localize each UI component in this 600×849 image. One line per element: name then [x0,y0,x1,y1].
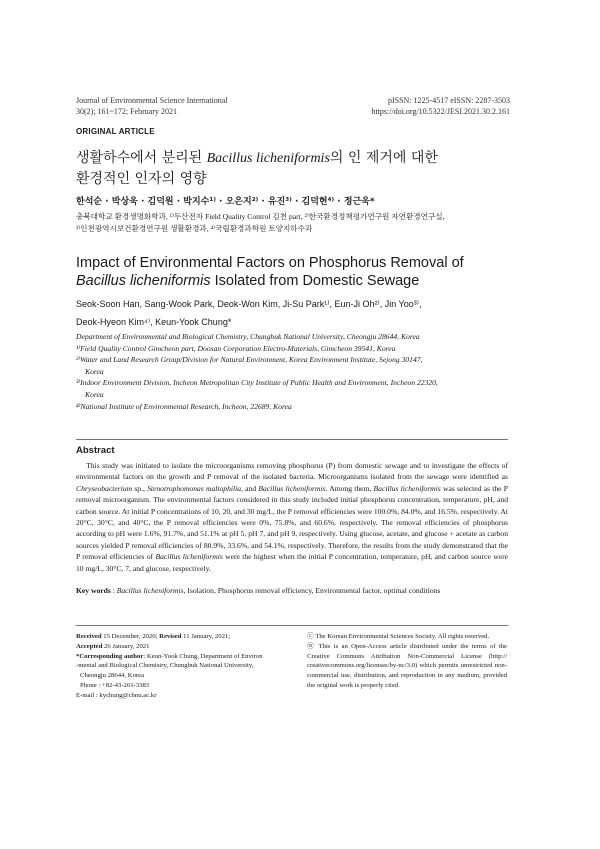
affiliation: Department of Environmental and Biological Chemistry, Chungbuk National University, Cheongju 28644, Korea [76,332,420,341]
corresponding-author-label: *Corresponding author [76,652,144,660]
english-authors-line: Deok-Hyeon Kim⁴⁾, Keun-Yook Chung* [76,317,232,327]
korean-affiliations [76,211,526,235]
license-notice: ㉧ This is an Open-Access article distributed under the terms of the Creative Commons Attribution Non-Commercial License (http:// creativecommons.org/licenses/by-nc/3.0) which permits unrestricted non-commercial use, distribution, and reproduction in any medium, provided the original work is properly cited. [307,642,507,689]
journal-name: Journal of Environmental Science International [76,96,228,105]
english-title-species: Bacillus licheniformis [76,273,211,289]
english-authors [76,295,526,331]
korean-affiliation-line: 충북대학교 환경생명화학과, ¹⁾두산전자 Field Quality Control 김천 part, ²⁾한국환경정책평가연구원 자연환경연구실, [76,212,445,221]
footer-rule [76,625,508,626]
korean-title-pre: 생활하수에서 분리된 [76,150,207,166]
korean-affiliation-line: ³⁾인천광역시보건환경연구원 생활환경과, ⁴⁾국립환경과학원 토양지하수과 [76,224,313,233]
abstract-top-rule [76,439,508,440]
affiliation: ⁴⁾National Institute of Environmental Research, Incheon, 22689, Korea [76,401,292,411]
issn-header [371,95,510,117]
affiliation-continuation: Korea [85,389,104,399]
english-authors-line: Seok-Soon Han, Sang-Wook Park, Deok-Won Kim, Ji-Su Park¹⁾, Eun-Ji Oh²⁾, Jin Yoo³⁾, [76,299,422,309]
korean-title-post: 의 인 제거에 대한 [329,150,438,166]
english-affiliations [76,331,526,412]
affiliation: ¹⁾Field Quality Control Gimcheon part, Doosan Corporation Electro-Materials, Gimcheon 39541, Korea [76,343,396,353]
english-title [76,254,526,290]
doi-link[interactable]: https://doi.org/10.5322/JESI.2021.30.2.161 [371,107,510,116]
affiliation: ²⁾Water and Land Research Group/Division for Natural Environment, Korea Environment Institute, Sejong 30147, [76,355,423,365]
email-link[interactable]: E-mail : kychung@cbnu.ac.kr [76,691,157,699]
keywords-label: Key words [76,586,111,595]
affiliation-continuation: Korea [85,366,104,376]
copyright-notice: ⓒ The Korean Environmental Sciences Society. All rights reserved. [307,633,490,640]
korean-title-line2: 환경적인 인자의 영향 [76,171,207,187]
journal-header [76,95,228,117]
abstract-body: This study was initiated to isolate the microorganisms removing phosphorus (P) from domestic sewage and to investigate the effects of environmental factors on the growth and P removal of the isolated bacteria. Microorganisms isolated from the sewage were identified as Chryseobacterium sp., Stenotrophomonas maltophilia, and Bacillus licheniformis. Among them, Bacillus licheniformis was selected as the P removal microorganism. The environmental factors considered in this study included initial phosphorus concentration, temperature, pH, and carbon source. At initial P concentrations of 10, 20, and 30 mg/L, the P removal efficiencies were 100.0%, 84.0%, and 16.5%, respectively. At 20°C, 30°C, and 40°C, the P removal efficiencies were 0%, 75.8%, and 60.6%, respectively. The removal efficiencies of phosphorus according to pH were 1.6%, 91.7%, and 51.1% at pH 5, pH 7, and pH 9, respectively. Using glucose, acetate, and glucose + acetate as carbon sources yielded P removal efficiencies of 80.9%, 33.6%, and 54.1%, respectively. Therefore, the results from the study demonstrated that the P removal efficiencies of Bacillus licheniformis were the highest when the initial P concentration, temperature, pH, and carbon source were 10 mg/L, 30°C, 7, and glucose, respectively. [76,461,509,573]
korean-title-species: Bacillus licheniformis [206,151,330,166]
korean-title [76,148,526,190]
article-type: ORIGINAL ARTICLE [76,127,155,136]
article-history: Received 15 December, 2020; Revised 11 January, 2021; Accepted 26 January, 2021 *Corresponding author: Keun-Yook Chung, Department of Environ -mental and Biological Chemistry, Chungbuk National University, Cheongju 28644, Korea Phone : +82-43-261-3383 E-mail : kychung@cbnu.ac.kr [76,632,286,701]
affiliation: ³⁾Indoor Environment Division, Incheon Metropolitan City Institute of Public Health and Environment, Incheon 22320, [76,378,438,388]
keywords: Key words : Bacillus licheniformis, Isolation, Phosphorus removal efficiency, Environmental factor, optimal conditions [76,586,441,595]
abstract-heading: Abstract [76,445,115,456]
korean-authors: 한석순 · 박상욱 · 김덕원 · 박지수¹⁾ · 오은지²⁾ · 유진³⁾ · 김덕현⁴⁾ · 정근욱* [76,197,375,207]
english-title-line2: Isolated from Domestic Sewage [210,273,420,289]
journal-volume: 30(2); 161~172; February 2021 [76,107,177,116]
copyright-license [307,632,507,691]
issn: pISSN: 1225-4517 eISSN: 2287-3503 [387,96,510,105]
phone: Phone : +82-43-261-3383 [80,681,150,689]
english-title-line1: Impact of Environmental Factors on Phosphorus Removal of [76,255,464,271]
